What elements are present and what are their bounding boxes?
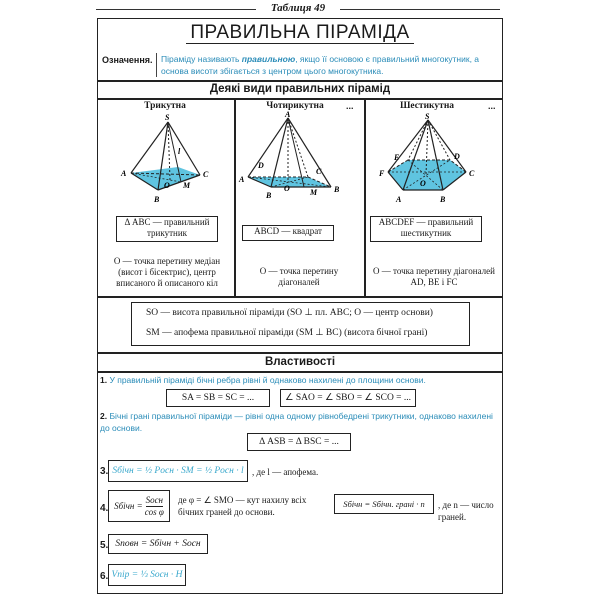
- formula-5-number: 5.: [100, 540, 109, 551]
- edge-sd: [288, 118, 308, 177]
- label-d: D: [258, 161, 264, 170]
- label-e: E: [394, 153, 400, 162]
- definition-text: Піраміду називають правильною, якщо її основою є правильний многокутник, а основа висоти збігається з центром цього многокутника.: [156, 53, 501, 77]
- divider: [97, 371, 503, 373]
- triangular-pyramid-figure: [108, 110, 226, 212]
- property-2: 2. Бічні грані правильної піраміди — рівні одна одному рівнобедрені трикутники, однаково нахилені до основи.: [100, 411, 493, 433]
- base-desc-quadrangular: ABCD — квадрат: [242, 225, 334, 241]
- equal-faces: Δ ASB = Δ BSC = ...: [247, 433, 351, 451]
- label-s: S: [425, 112, 430, 121]
- formula-4-alt: Sбічн = Sбічн. грані · n: [334, 494, 434, 514]
- label-c: C: [316, 167, 322, 176]
- label-o: O: [420, 179, 426, 188]
- formula-6-volume: Vпір = ⅓ Sосн · H: [108, 564, 186, 586]
- formula-3-number: 3.: [100, 466, 109, 477]
- quadrangular-pyramid-figure: [236, 110, 362, 212]
- center-note-quadrangular: O — точка перетину діагоналей: [259, 266, 339, 287]
- edge-sa: [248, 118, 288, 177]
- label-b: B: [266, 191, 272, 200]
- more-dots: ...: [488, 101, 496, 111]
- label-b: B: [440, 195, 446, 204]
- equal-angles: ∠ SAO = ∠ SBO = ∠ SCO = ...: [280, 389, 416, 407]
- label-l: l: [178, 147, 181, 156]
- label-s-alt: A: [239, 175, 245, 184]
- label-s: S: [165, 113, 170, 122]
- label-o: O: [164, 181, 170, 190]
- edge-hidden: [408, 120, 428, 160]
- definition-label: Означення.: [102, 55, 153, 65]
- formula-3-note: , де l — апофема.: [252, 467, 319, 477]
- center-note-triangular: O — точка перетину медіан (висот і бісектрис), центр вписаного й описаного кіл: [113, 256, 221, 288]
- label-m: M: [310, 188, 318, 197]
- label-m: M: [183, 181, 191, 190]
- edge-hidden: [428, 120, 450, 160]
- label-f: F: [379, 169, 385, 178]
- apothem-line: SM — апофема правильної піраміди (SM ⊥ BC) (висота бічної грані): [146, 328, 428, 338]
- divider: [97, 296, 503, 298]
- edge-sc: [168, 122, 200, 175]
- divider: [97, 352, 503, 354]
- base-desc-triangular: Δ ABC — правильний трикутник: [116, 216, 218, 242]
- label-c: C: [203, 170, 209, 179]
- label-b2: B: [334, 185, 340, 194]
- formula-4-number: 4.: [100, 503, 109, 514]
- column-title-triangular: Трикутна: [144, 101, 186, 111]
- more-dots: ...: [346, 101, 354, 111]
- hexagonal-pyramid-figure: [368, 110, 500, 212]
- formula-4-alt-note: , де n — число граней.: [438, 500, 494, 522]
- properties-title: Властивості: [264, 356, 336, 368]
- label-b: B: [154, 195, 160, 204]
- formula-4-lhs: Sбічн =: [114, 501, 143, 511]
- formula-4-note: де φ = ∠ SMO — кут нахилу всіх бічних граней до основи.: [178, 495, 307, 517]
- formula-4-box: [108, 490, 170, 522]
- column-title-hexagonal: Шестикутна: [399, 101, 455, 111]
- formula-3-lateral-area: Sбічн = ½ Pосн · SM = ½ Pосн · l: [108, 460, 248, 482]
- formula-6-number: 6.: [100, 571, 109, 582]
- height-line: SO — висота правильної піраміди (SO ⊥ пл. ABC; O — центр основи): [146, 308, 433, 318]
- table-number: Таблиця 49: [96, 2, 500, 16]
- label-o: O: [284, 184, 290, 193]
- label-a: A: [285, 110, 291, 119]
- label-a: A: [121, 169, 127, 178]
- column-title-quadrangular: Чотирикутна: [266, 101, 324, 111]
- equal-edges: SA = SB = SC = ...: [166, 389, 270, 407]
- label-d: D: [454, 152, 460, 161]
- divider: [97, 80, 503, 82]
- formula-5-total-area: Sповн = Sбічн + Sосн: [108, 534, 208, 554]
- center-note-hexagonal: O — точка перетину діагоналей AD, BE і FC: [373, 266, 495, 287]
- page-title: ПРАВИЛЬНА ПІРАМІДА: [97, 22, 503, 44]
- label-c: C: [469, 169, 475, 178]
- label-a: A: [396, 195, 402, 204]
- edge-sa: [131, 122, 168, 173]
- height-apothem-box: [131, 302, 470, 346]
- divider: [97, 98, 503, 100]
- base-desc-hexagonal: ABCDEF — правильний шестикутник: [370, 216, 482, 242]
- column-divider: [364, 98, 366, 296]
- formula-4-denominator: cos φ: [144, 506, 164, 517]
- formula-4-numerator: Sосн: [145, 494, 164, 505]
- types-title: Деякі види правильних пірамід: [209, 83, 391, 95]
- property-1: 1. У правильній піраміді бічні ребра рівні й однаково нахилені до площини основи.: [100, 375, 426, 385]
